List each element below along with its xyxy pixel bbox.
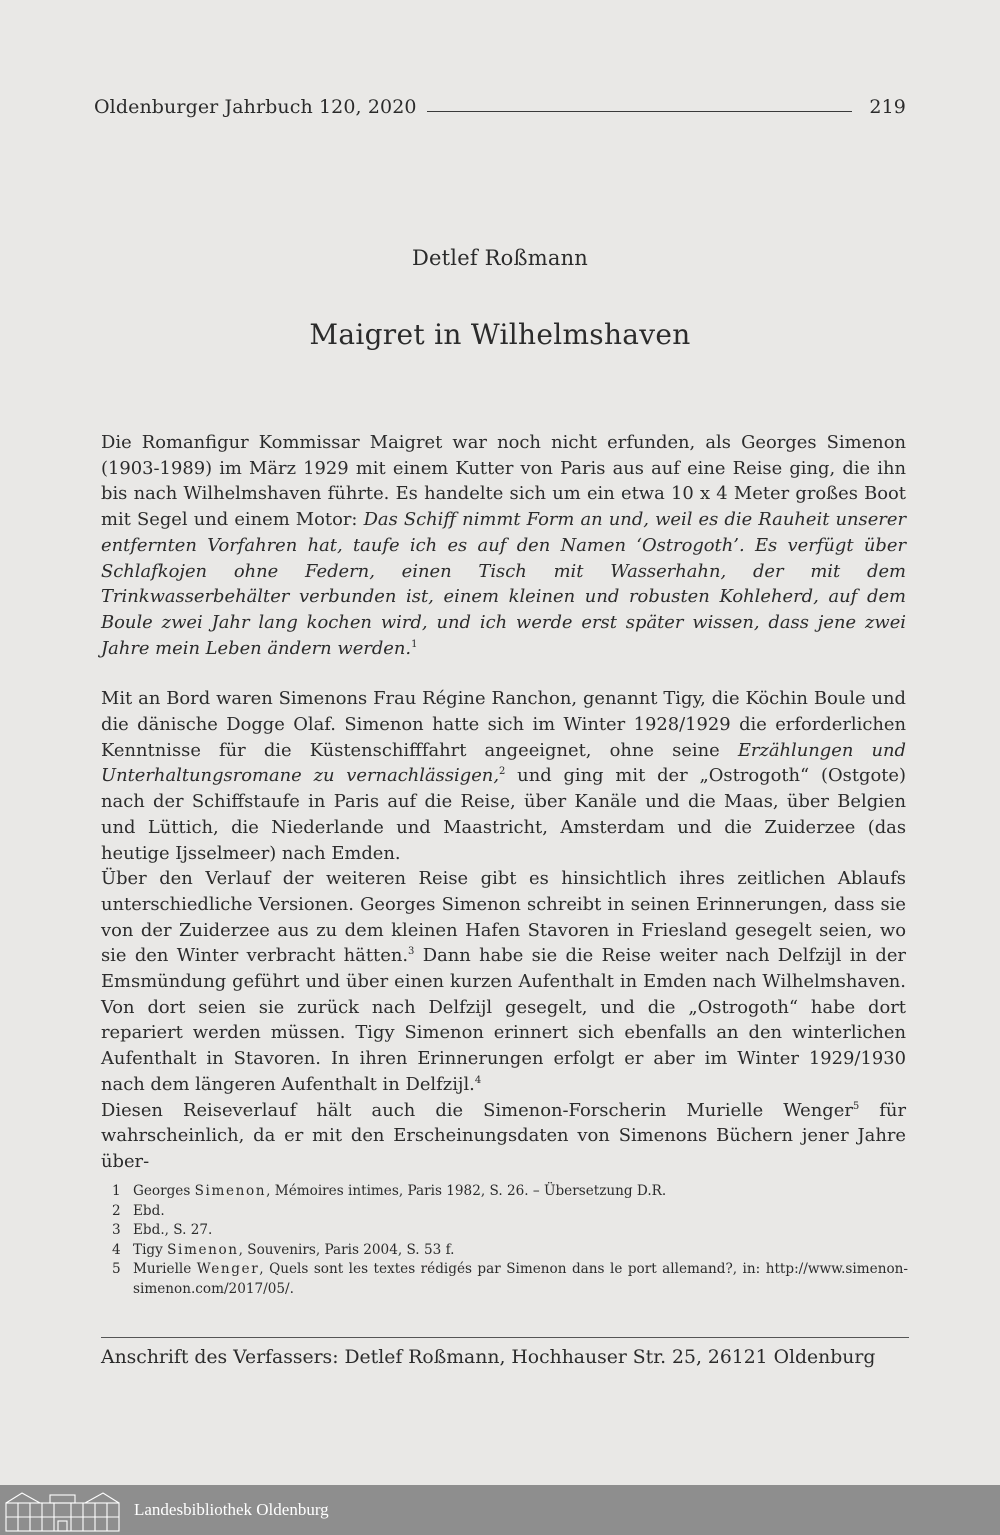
footnote: 3 Ebd., S. 27. (112, 1222, 213, 1238)
footnotes (112, 1182, 908, 1299)
footnote-ref: 5 (852, 1100, 860, 1112)
footnote-ref: 3 (408, 946, 415, 958)
paragraph-4: Diesen Reiseverlauf hält auch die Simenon-Forscherin Murielle Wenger$^5$ für wahrscheinlich, da er mit den Erscheinungsdaten von Simenons Büchern jener Jahre über- (101, 1099, 907, 1172)
article-author: Detlef Roßmann (411, 246, 589, 270)
running-head (94, 96, 906, 126)
footnote: 4 Tigy Simenon, Souvenirs, Paris 2004, S. 53 f. (112, 1241, 455, 1258)
footnote: 5 Murielle Wenger, Quels sont les textes rédigés par Simenon dans le port allemand?, in: http://www.simenon-simenon.com/2017/05/. (112, 1261, 908, 1297)
quote-text: Erzählungen und Unterhaltungsromane zu vernachlässigen, (101, 739, 906, 787)
page-number: 219 (869, 96, 906, 118)
address-rule (101, 1337, 909, 1338)
footnote: 1 Georges Simenon, Mémoires intimes, Paris 1982, S. 26. – Übersetzung D.R. (112, 1183, 667, 1199)
library-name: Landesbibliothek Oldenburg (134, 1500, 329, 1519)
paragraph-1: Die Romanfigur Kommissar Maigret war noch nicht erfunden, als Georges Simenon (1903-1989) im März 1929 mit einem Kutter von Paris aus auf eine Reise ging, die ihn bis nach Wilhelmshaven führte. Es handelte sich um ein etwa 10 x 4 Meter großes Boot mit Segel und einem Motor: Das Schiff nimmt Form an und, weil es die Rauheit unserer entfernten Vorfahren hat, taufe ich es auf den Namen ‘Ostrogoth’. Es verfügt über Schlafkojen ohne Federn, einen Tisch mit Wasserhahn, der mit dem Trinkwasserbehälter verbunden ist, einem kleinen und robusten Kohleherd, auf dem Boule zwei Jahr lang kochen wird, und ich werde erst später wissen, dass jene zwei Jahre mein Leben ändern werden.$^1$ (101, 432, 906, 659)
footnote: 2 Ebd. (112, 1202, 165, 1219)
article-title: Maigret in Wilhelmshaven (309, 318, 691, 351)
footnote-ref: 2 (499, 766, 506, 778)
article-body (101, 430, 906, 1175)
journal-title: Oldenburger Jahrbuch 120, 2020 (94, 96, 417, 118)
quote-text: Das Schiff nimmt Form an und, weil es die Rauheit unserer entfernten Vorfahren hat, taufe ich es auf den Namen ‘Ostrogoth’. Es verfügt über Schlafkojen ohne Federn, einen Tisch mit Wasserhahn, der mit dem Trinkwasserbehälter verbunden ist, einem kleinen und robusten Kohleherd, auf dem Boule zwei Jahr lang kochen wird, und ich werde erst später wissen, dass jene zwei Jahre mein Leben ändern werden. (101, 509, 906, 659)
author-address: Anschrift des Verfassers: Detlef Roßmann, Hochhauser Str. 25, 26121 Oldenburg (101, 1347, 876, 1368)
footnote-ref: 4 (474, 1074, 482, 1086)
library-building-icon (0, 1487, 125, 1533)
header-rule (427, 111, 852, 112)
library-footer-bar (0, 1485, 1000, 1535)
footnote-ref: 1 (411, 638, 418, 650)
paragraph-3: Über den Verlauf der weiteren Reise gibt es hinsichtlich ihres zeitlichen Ablaufs unterschiedliche Versionen. Georges Simenon schreibt in seinen Erinnerungen, dass sie von der Zuiderzee aus zu dem kleinen Hafen Stavoren in Friesland gesegelt seien, wo sie den Winter verbracht hätten.$^3$ Dann habe sie die Reise weiter nach Delfzijl in der Emsmündung geführt und über einen kurzen Aufenthalt in Emden nach Wilhelmshaven. Von dort seien sie zurück nach Delfzijl gesegelt, und die „Ostrogoth“ habe dort repariert werden müssen. Tigy Simenon erinnert sich ebenfalls an den winterlichen Aufenthalt in Stavoren. In ihren Erinnerungen erfolgt er aber im Winter 1929/1930 nach dem längeren Aufenthalt in Delfzijl.$^4$ (101, 868, 906, 1095)
paragraph-2: Mit an Bord waren Simenons Frau Régine Ranchon, genannt Tigy, die Köchin Boule und die dänische Dogge Olaf. Simenon hatte sich im Winter 1928/1929 die erforderlichen Kenntnisse für die Küstenschifffahrt angeeignet, ohne seine Erzählungen und Unterhaltungsromane zu vernachlässigen,$^2$ und ging mit der „Ostrogoth“ (Ostgote) nach der Schiffstaufe in Paris auf die Reise, über Kanäle und die Maas, über Belgien und Lüttich, die Niederlande und Maastricht, Amsterdam und die Zuiderzee (das heutige Ijsselmeer) nach Emden. (101, 688, 906, 864)
